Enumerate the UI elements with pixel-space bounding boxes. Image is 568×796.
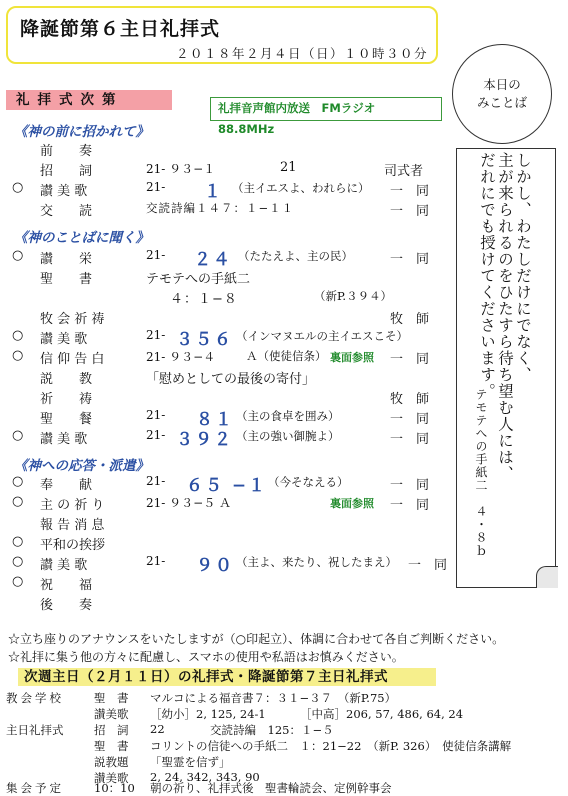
order-item: 前 奏 (40, 144, 93, 159)
hymn-number: ６５ −１ (186, 476, 268, 496)
sermon-title: 「慰めとしての最後の寄付」 (146, 372, 316, 387)
order-who: 一 同 (390, 412, 430, 427)
hymn-title: （今そなえる） (268, 475, 349, 489)
order-row: ○ 主 の 祈 り 21- ９３−５ Ａ 裏面参照 一 同 (12, 494, 430, 513)
section-heading-response: 《神への応答・派遣》 (14, 458, 149, 474)
standing-mark: ○ (12, 494, 24, 509)
order-item: 報 告 消 息 (40, 518, 105, 533)
standing-mark: ○ (12, 574, 24, 589)
order-who: 一 同 (390, 252, 430, 267)
order-item: 平和の挨拶 (40, 538, 106, 553)
order-item: 説 教 (40, 372, 93, 387)
hymn-title: （インマヌエルの主イエスこそ） (236, 329, 409, 343)
standing-mark: ○ (12, 180, 24, 195)
order-note: 21 (280, 160, 297, 175)
next-row: 聖 書 コリントの信徒への手紙二 １：21−22 （新P. 326） 使徒信条講解 (94, 739, 512, 753)
see-reverse-note: 裏面参照 (330, 351, 374, 364)
next-row: 主日礼拝式 招 詞 22 交読詩編 125：１−５ (6, 722, 334, 737)
scripture-reference: ４：１−８ (170, 292, 238, 307)
service-date: ２０１８年２月４日（日）１０時３０分 (176, 46, 429, 61)
order-item: 主 の 祈 り (40, 498, 105, 513)
hymn-title: （主イエスよ、われらに） (232, 181, 370, 195)
order-row (0, 574, 460, 594)
order-row (0, 368, 460, 388)
order-note: 交読詩編１４７：１−１１ (146, 201, 295, 215)
next-row: 讃美歌 ［幼小］2, 125, 24-1 ［中高］206, 57, 486, 64, 24 (94, 707, 464, 721)
order-row: ○ 奉 献 21- ６５ −１ （今そなえる） 一 同 (0, 474, 460, 494)
order-row: ○ 讃 美 歌 21- ３５６ （インマヌエルの主イエスこそ） (0, 328, 460, 348)
todays-word-line2: みことば (476, 95, 527, 110)
verse-text: しかし、わたしだけにでなく、 主が来られるのをひたすら待ち望む人には、 だれにでも授けてくださいます。 (478, 152, 532, 482)
order-who: 一 同 (390, 184, 430, 199)
hymn-title: （主の食卓を囲み） (236, 409, 340, 423)
notice-standing: ☆立ち座りのアナウンスをいたしますが（○印起立）、体調に合わせて各自ご判断ください。 (8, 632, 505, 646)
hymn-number: ３５６ (176, 330, 233, 350)
order-item: 聖 餐 (40, 412, 93, 427)
hymn-title: （たたえよ、主の民） (238, 249, 353, 263)
order-note: Ａ（使徒信条） (246, 349, 327, 363)
standing-mark: ○ (12, 428, 24, 443)
order-item: 讃 美 歌 (40, 558, 88, 573)
order-who: 司式者 (384, 164, 424, 179)
next-category: 集会予定 (6, 781, 64, 795)
order-item: 讃 美 歌 (40, 184, 88, 199)
notice-phone: ☆礼拝に集う他の方々に配慮し、スマホの使用や私語はお慎みください。 (8, 650, 404, 664)
scripture-book: テモテへの手紙二 (146, 272, 251, 287)
order-who: 牧 師 (390, 392, 430, 407)
order-item: 讃 美 歌 (40, 332, 88, 347)
order-who: 一 同 (390, 498, 430, 513)
order-item: 牧 会 祈 祷 (40, 312, 105, 327)
order-row (0, 288, 460, 308)
next-row: 集会予定 10：10 朝の祈り、礼拝式後 聖書輪読会、定例幹事会 (6, 781, 392, 795)
hymn-number: ９０ (196, 556, 234, 576)
see-reverse-note: 裏面参照 (330, 497, 374, 510)
order-row: ○ 信 仰 告 白 21- ９３−４ Ａ（使徒信条） 裏面参照 一 同 (12, 348, 430, 367)
scroll-curl (536, 566, 558, 588)
order-item: 祝 福 (40, 578, 93, 593)
page-title: 降誕節第６主日礼拝式 (20, 18, 221, 40)
order-who: 牧 師 (390, 312, 430, 327)
hymn-number: ２４ (194, 250, 232, 270)
order-row (0, 594, 460, 614)
standing-mark: ○ (12, 534, 24, 549)
order-item: 祈 祷 (40, 392, 93, 407)
order-who: 一 同 (408, 558, 448, 573)
standing-mark: ○ (12, 348, 24, 363)
order-item: 信 仰 告 白 (40, 352, 105, 367)
order-row: ○ 讃 栄 21- ２４ （たたえよ、主の民） 一 同 (0, 248, 460, 268)
hymn-number: ８１ (196, 410, 234, 430)
next-row: 教会学校 聖 書 マルコによる福音書７：３１−３７ （新P.75） (6, 691, 397, 705)
order-item: 招 詞 (40, 164, 93, 179)
order-row (0, 200, 460, 220)
hymn-number: ３９２ (176, 430, 233, 450)
hymn-number: １ (204, 182, 223, 202)
hymn-title: （主よ、来たり、祝したまえ） (236, 555, 397, 569)
header-box (6, 6, 438, 64)
order-heading: 礼拝式次第 (6, 90, 172, 110)
order-who: 一 同 (390, 478, 430, 493)
order-item: 聖 書 (40, 272, 93, 287)
order-row: 聖 餐 21- ８１ （主の食卓を囲み） 一 同 (0, 408, 460, 428)
standing-mark: ○ (12, 328, 24, 343)
hymn-title: （主の強い御腕よ） (236, 429, 340, 443)
order-row (0, 268, 460, 288)
standing-mark: ○ (12, 474, 24, 489)
order-row (0, 514, 460, 534)
order-row: ○ 讃 美 歌 21- １ （主イエスよ、われらに） 一 同 (0, 180, 460, 200)
order-item: 讃 美 歌 (40, 432, 88, 447)
order-row: ○ 讃 美 歌 21- ９０ （主よ、来たり、祝したまえ） 一 同 (0, 554, 460, 574)
todays-word-badge (452, 44, 552, 144)
order-row (0, 140, 460, 160)
order-who: 一 同 (390, 204, 430, 219)
order-item: 交 読 (40, 204, 93, 219)
section-heading-gathering: 《神の前に招かれて》 (14, 124, 149, 140)
order-who: 一 同 (390, 352, 430, 367)
section-heading-word: 《神のことばに聞く》 (14, 230, 149, 246)
next-row: 説教題 「聖霊を信ず」 (94, 755, 231, 769)
radio-broadcast-note: 礼拝音声館内放送 FMラジオ 88.8MHz (210, 97, 442, 121)
order-row: ○ 讃 美 歌 21- ３９２ （主の強い御腕よ） 一 同 (0, 428, 460, 448)
order-who: 一 同 (390, 432, 430, 447)
next-category: 教会学校 (6, 691, 64, 705)
next-category: 主日礼拝式 (6, 723, 64, 737)
order-row (0, 160, 460, 180)
standing-mark: ○ (12, 554, 24, 569)
order-item: 後 奏 (40, 598, 93, 613)
scripture-page: （新P.３９４） (314, 289, 393, 303)
order-item: 讃 栄 (40, 252, 93, 267)
verse-reference: テモテへの手紙二 ４・８ｂ (474, 388, 488, 557)
todays-word-line1: 本日の (483, 77, 521, 92)
standing-mark: ○ (12, 248, 24, 263)
order-item: 奉 献 (40, 478, 93, 493)
next-week-heading: 次週主日（２月１１日）の礼拝式・降誕節第７主日礼拝式 (18, 668, 436, 686)
next-row: 讃美歌 2, 24, 342, 343, 90 (94, 770, 260, 785)
hymnal-number: 21- ９３−１ (146, 162, 216, 176)
